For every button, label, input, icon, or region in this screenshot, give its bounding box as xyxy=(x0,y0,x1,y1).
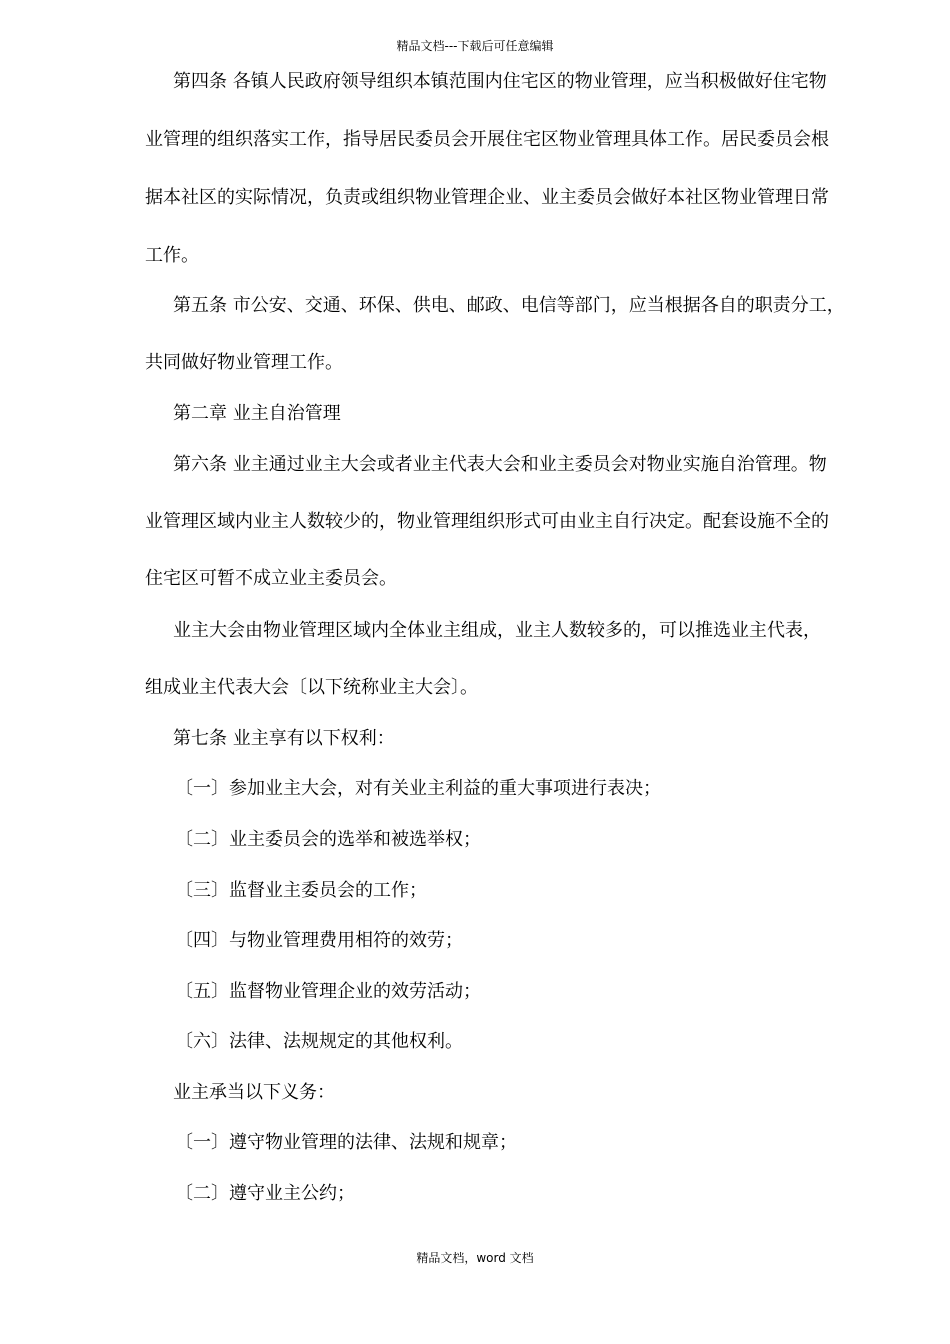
paragraph-line: 共同做好物业管理工作。 xyxy=(145,352,343,373)
paragraph-line: 工作。 xyxy=(145,245,199,266)
paragraph-line: 据本社区的实际情况，负责或组织物业管理企业、业主委员会做好本社区物业管理日常 xyxy=(145,187,829,208)
paragraph-line: 业管理的组织落实工作，指导居民委员会开展住宅区物业管理具体工作。居民委员会根 xyxy=(145,129,829,150)
list-item: 〔二〕遵守业主公约； xyxy=(175,1183,355,1204)
chapter-heading: 第二章 业主自治管理 xyxy=(173,403,341,424)
list-item: 〔五〕监督物业管理企业的效劳活动； xyxy=(175,981,481,1002)
list-item: 〔六〕法律、法规规定的其他权利。 xyxy=(175,1031,463,1052)
paragraph-line: 住宅区可暂不成立业主委员会。 xyxy=(145,568,397,589)
paragraph-line: 第七条 业主享有以下权利： xyxy=(173,728,395,749)
list-item: 〔二〕业主委员会的选举和被选举权； xyxy=(175,829,481,850)
page-header: 精品文档---下载后可任意编辑 xyxy=(396,39,554,53)
paragraph-line: 第五条 市公安、交通、环保、供电、邮政、电信等部门，应当根据各自的职责分工， xyxy=(173,295,845,316)
paragraph-line: 第六条 业主通过业主大会或者业主代表大会和业主委员会对物业实施自治管理。物 xyxy=(173,454,827,475)
list-item: 〔一〕参加业主大会，对有关业主利益的重大事项进行表决； xyxy=(175,778,661,799)
paragraph-line: 第四条 各镇人民政府领导组织本镇范围内住宅区的物业管理，应当积极做好住宅物 xyxy=(173,71,827,92)
list-item: 〔一〕遵守物业管理的法律、法规和规章； xyxy=(175,1132,517,1153)
paragraph-line: 业主大会由物业管理区域内全体业主组成，业主人数较多的，可以推选业主代表， xyxy=(173,620,821,641)
paragraph-line: 业主承当以下义务： xyxy=(173,1082,335,1103)
paragraph-line: 组成业主代表大会〔以下统称业主大会〕。 xyxy=(145,677,478,698)
page-footer: 精品文档，word 文档 xyxy=(416,1251,534,1265)
list-item: 〔三〕监督业主委员会的工作； xyxy=(175,880,427,901)
list-item: 〔四〕与物业管理费用相符的效劳； xyxy=(175,930,463,951)
paragraph-line: 业管理区域内业主人数较少的，物业管理组织形式可由业主自行决定。配套设施不全的 xyxy=(145,511,829,532)
